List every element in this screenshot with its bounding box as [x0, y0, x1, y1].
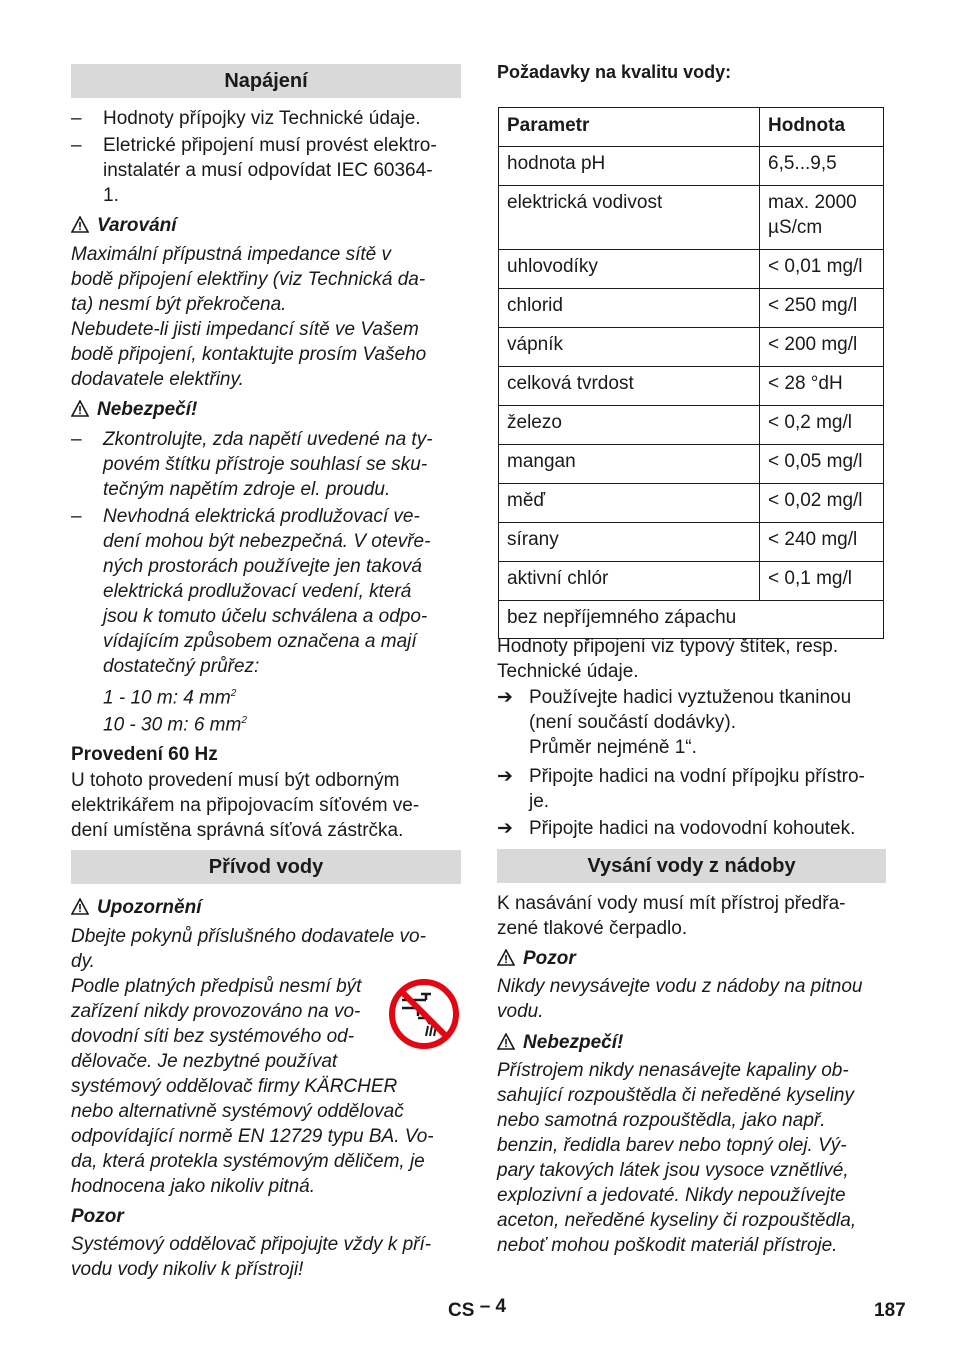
table-header-cell: Parametr	[499, 108, 760, 147]
warning-triangle-icon	[497, 1033, 515, 1050]
pozadavky-title: Požadavky na kvalitu vody:	[497, 62, 732, 82]
nebezpeci-label: Nebezpečí!	[71, 397, 197, 422]
bullet-text: Eletrické připojení musí provést elektro- instalatér a musí odpovídat IEC 60364- 1.	[103, 135, 437, 206]
table-row	[499, 523, 884, 562]
table-cell-value: < 0,2 mg/l	[760, 406, 884, 445]
arrow-item: Připojte hadici na vodní přípojku přístro- je.	[529, 766, 865, 812]
table-cell-value: < 0,01 mg/l	[760, 250, 884, 289]
heading-vysani-vody: Vysání vody z nádoby	[497, 849, 886, 883]
table-row	[499, 250, 884, 289]
table-cell-value: 6,5...9,5	[760, 147, 884, 186]
table-row	[499, 367, 884, 406]
table-header-row	[499, 108, 884, 147]
table-cell-value: < 0,1 mg/l	[760, 562, 884, 601]
pozor-text: Nikdy nevysávejte vodu z nádoby na pitnou vodu.	[497, 976, 863, 1022]
upozorneni-text: Dbejte pokynů příslušného dodavatele vo- dy.	[71, 926, 426, 972]
table-cell-value: < 0,02 mg/l	[760, 484, 884, 523]
dash: –	[71, 429, 82, 450]
varovani-label: Varování	[71, 213, 177, 238]
table-cell-parameter: železo	[499, 406, 760, 445]
warning-triangle-icon	[71, 898, 89, 915]
arrow-item: Používejte hadici vyztuženou tkaninou (není součástí dodávky). Průměr nejméně 1“.	[529, 687, 852, 758]
pozor-text: Systémový oddělovač připojujte vždy k pří- vodu vody nikoliv k přístroji!	[71, 1234, 432, 1280]
cable-spec: 1 - 10 m: 4 $mm^2$	[103, 687, 237, 709]
bullet-text: Hodnoty přípojky viz Technické údaje.	[103, 108, 421, 129]
table-cell-value: < 240 mg/l	[760, 523, 884, 562]
nebezpeci-text: Přístrojem nikdy nenasávejte kapaliny ob- sahující rozpouštědla či neředěné kyseliny nebo samotná rozpouštědla, jako např. benzin, ředidla barev nebo topný olej. Vý- pary takových látek jsou vysoce vznětlivé, explozivní a jedovaté. Nikdy nepoužívejte aceton, neředěné kyseliny či rozpouštědla, neboť mohou poškodit materiál přístroje.	[497, 1060, 857, 1256]
nebezpeci-bullet: Nevhodná elektrická prodlužovací ve- dení mohou být nebezpečná. V otevře- ných prostorách používejte jen taková elektrická prodlužovací vedení, která jsou k tomuto účelu schválena a odpo- vídajícím způsobem označena a mají dostatečný průřez:	[103, 506, 431, 677]
table-row	[499, 328, 884, 367]
heading-privod-vody: Přívod vody	[71, 850, 461, 884]
dash: –	[71, 135, 82, 156]
nebezpeci-bullet: Zkontrolujte, zda napětí uvedené na ty- povém štítku přístroje souhlasí se sku- tečným napětím zdroje el. proudu.	[103, 429, 433, 500]
provedeni-title: Provedení 60 Hz	[71, 744, 218, 765]
no-drinking-water-connection-icon	[388, 978, 460, 1050]
table-cell-value: < 250 mg/l	[760, 289, 884, 328]
dash: –	[71, 108, 82, 129]
dash: –	[71, 506, 82, 527]
table-row	[499, 445, 884, 484]
vysani-text: K nasávání vody musí mít přístroj předřa- zené tlakové čerpadlo.	[497, 893, 846, 939]
table-cell-parameter: měď	[499, 484, 760, 523]
table-footer-row	[499, 601, 884, 639]
prumer-text: Průměr nejméně 1“.	[529, 737, 697, 758]
table-cell-parameter: chlorid	[499, 289, 760, 328]
page-number: 187	[874, 1300, 906, 1321]
heading-napajeni: Napájení	[71, 64, 461, 98]
table-cell-parameter: sírany	[499, 523, 760, 562]
hodnoty-text: Hodnoty připojení viz typový štítek, resp. Technické údaje.	[497, 636, 839, 682]
table-footer-cell: bez nepříjemného zápachu	[499, 601, 884, 639]
table-row	[499, 406, 884, 445]
arrow-right-icon: ➔	[497, 818, 513, 839]
table-cell-parameter: mangan	[499, 445, 760, 484]
warning-triangle-icon	[71, 400, 89, 417]
table-row	[499, 289, 884, 328]
cable-spec: 10 - 30 m: 6 $mm^2$	[103, 714, 247, 736]
footer-lang: CS – 4	[448, 1296, 507, 1321]
table-row	[499, 484, 884, 523]
upozorneni-label: Upozornění	[71, 895, 202, 920]
arrow-item: Připojte hadici na vodovodní kohoutek.	[529, 818, 856, 839]
pozor-label: Pozor	[497, 946, 576, 971]
varovani-text: Maximální přípustná impedance sítě v bodě připojení elektřiny (viz Technická da- ta) nesmí být překročena. Nebudete-li jisti impedancí sítě ve Vašem bodě připojení, kontaktujte prosím Vašeho dodavatele elektřiny.	[71, 244, 427, 390]
table-cell-parameter: elektrická vodivost	[499, 186, 760, 250]
table-cell-value: < 0,05 mg/l	[760, 445, 884, 484]
warning-triangle-icon	[71, 216, 89, 233]
predpisy-text: Podle platných předpisů nesmí být zařízení nikdy provozováno na vo- dovodní síti bez systémového od- dělovače. Je nezbytné používat systémový oddělovač firmy KÄRCHER nebo alternativně systémový oddělovač odpovídající normě EN 12729 typu BA. Vo- da, která protekla systémovým děličem, je hodnocena jako nikoliv pitná.	[71, 976, 434, 1197]
provedeni-text: U tohoto provedení musí být odborným elektrikářem na připojovacím síťovém ve- dení umístěna správná síťová zástrčka.	[71, 770, 420, 841]
table-cell-parameter: aktivní chlór	[499, 562, 760, 601]
nebezpeci-label: Nebezpečí!	[497, 1030, 623, 1055]
table-cell-value: < 28 °dH	[760, 367, 884, 406]
table-cell-parameter: vápník	[499, 328, 760, 367]
warning-triangle-icon	[497, 949, 515, 966]
table-row	[499, 186, 884, 250]
table-row	[499, 147, 884, 186]
arrow-right-icon: ➔	[497, 766, 513, 787]
table-row	[499, 562, 884, 601]
table-cell-parameter: hodnota pH	[499, 147, 760, 186]
water-quality-table	[498, 107, 884, 639]
table-cell-value: max. 2000 µS/cm	[760, 186, 884, 250]
table-header-cell: Hodnota	[760, 108, 884, 147]
table-cell-value: < 200 mg/l	[760, 328, 884, 367]
table-cell-parameter: celková tvrdost	[499, 367, 760, 406]
pozor-label: Pozor	[71, 1206, 124, 1227]
arrow-right-icon: ➔	[497, 687, 513, 708]
table-cell-parameter: uhlovodíky	[499, 250, 760, 289]
